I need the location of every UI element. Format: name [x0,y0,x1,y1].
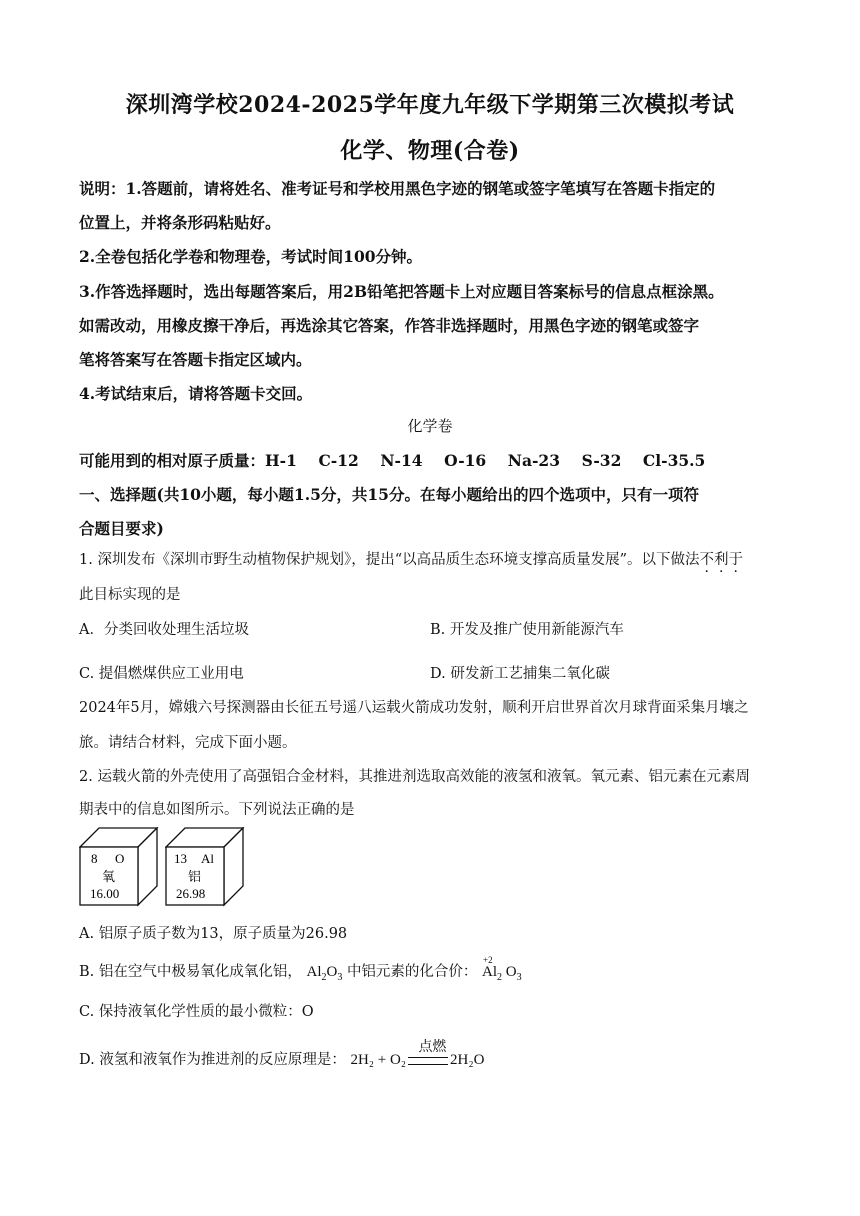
question-1-stem [79,548,743,569]
option-d: D. 研发新工艺捕集二氧化碳 [430,666,610,682]
emphasis-char: 于 [728,552,744,568]
emphasis-char: 不 [699,552,715,568]
option-c: C. 保持液氧化学性质的最小微粒：O [79,1004,314,1020]
part-heading: 合题目要求) [79,519,164,538]
instruction-line: 3.作答选择题时，选出每题答案后，用2B铅笔把答题卡上对应题目答案标号的信息点框涂黑。 [79,282,724,301]
element-card-oxygen [79,827,159,907]
exam-title: 深圳湾学校2024-2025学年度九年级下学期第三次模拟考试 [125,92,735,118]
instruction-line: 位置上，并将条形码粘贴好。 [79,213,281,232]
element-number: 13 [174,851,187,866]
products: 2H₂O [450,1052,485,1068]
element-symbol: O [115,851,125,866]
exam-subtitle: 化学、物理(合卷) [340,138,520,164]
emphasis-char: 利 [714,552,729,568]
element-symbol: Al [201,851,214,866]
reactants: 2H₂ + O₂ [350,1052,407,1068]
element-number: 8 [91,851,98,866]
instruction-line: 笔将答案写在答题卡指定区域内。 [79,350,312,369]
atomic-masses: 可能用到的相对原子质量：H-1 C-12 N-14 O-16 Na-23 S-32 Cl-35.5 [79,451,706,470]
equals-sign [408,1057,448,1065]
element-card-aluminum [165,827,245,907]
option-b [79,955,522,983]
instruction-line: 4.考试结束后，请将答题卡交回。 [79,384,313,403]
element-name: 氧 [102,870,116,885]
question-2-stem: 2. 运载火箭的外壳使用了高强铝合金材料，其推进剂选取高效能的液氢和液氧。氧元素、铝元素在元素周 [79,769,750,785]
instruction-line: 说明：1.答题前，请将姓名、准考证号和学校用黑色字迹的钢笔或签字笔填写在答题卡指定的 [79,179,716,198]
option-b-text: B. 铝在空气中极易氧化成氧化铝， [79,964,302,980]
passage-line: 旅。请结合材料，完成下面小题。 [79,735,297,751]
question-1-text: 1. 深圳发布《深圳市野生动植物保护规划》，提出“以高品质生态环境支撑高质量发展”。以下做法 [79,552,700,568]
question-2-stem-cont: 期表中的信息如图所示。下列说法正确的是 [79,802,355,818]
option-c: C. 提倡燃煤供应工业用电 [79,666,244,682]
element-name: 铝 [188,870,202,885]
element-mass: 16.00 [90,886,120,901]
option-b-text-2: 中铝元素的化合价： [346,964,478,980]
section-title: 化学卷 [407,417,453,435]
option-b: B. 开发及推广使用新能源汽车 [430,622,624,638]
option-a: A．分类回收处理生活垃圾 [79,622,249,638]
formula-al2o3: $Al_2O_3$ [306,964,343,983]
reaction-equation [350,1040,485,1069]
option-d-text: D. 液氢和液氧作为推进剂的反应原理是： [79,1052,346,1068]
formula-with-charge: +2 $Al_2$ $O_3$ [482,955,522,983]
question-1-stem-cont: 此目标实现的是 [79,587,181,603]
instruction-line: 2.全卷包括化学卷和物理卷，考试时间100分钟。 [79,247,423,266]
element-mass: 26.98 [176,886,206,901]
part-heading: 一、选择题(共10小题，每小题1.5分，共15分。在每小题给出的四个选项中，只有一项符 [79,485,699,504]
option-d [79,1040,485,1069]
option-a: A. 铝原子质子数为13，原子质量为26.98 [79,926,348,942]
reaction-condition: 点燃 [418,1040,447,1055]
passage-line: 2024年5月，嫦娥六号探测器由长征五号遥八运载火箭成功发射，顺利开启世界首次月球背面采集月壤之 [79,700,749,716]
instruction-line: 如需改动，用橡皮擦干净后，再选涂其它答案，作答非选择题时，用黑色字迹的钢笔或签字 [79,316,700,335]
